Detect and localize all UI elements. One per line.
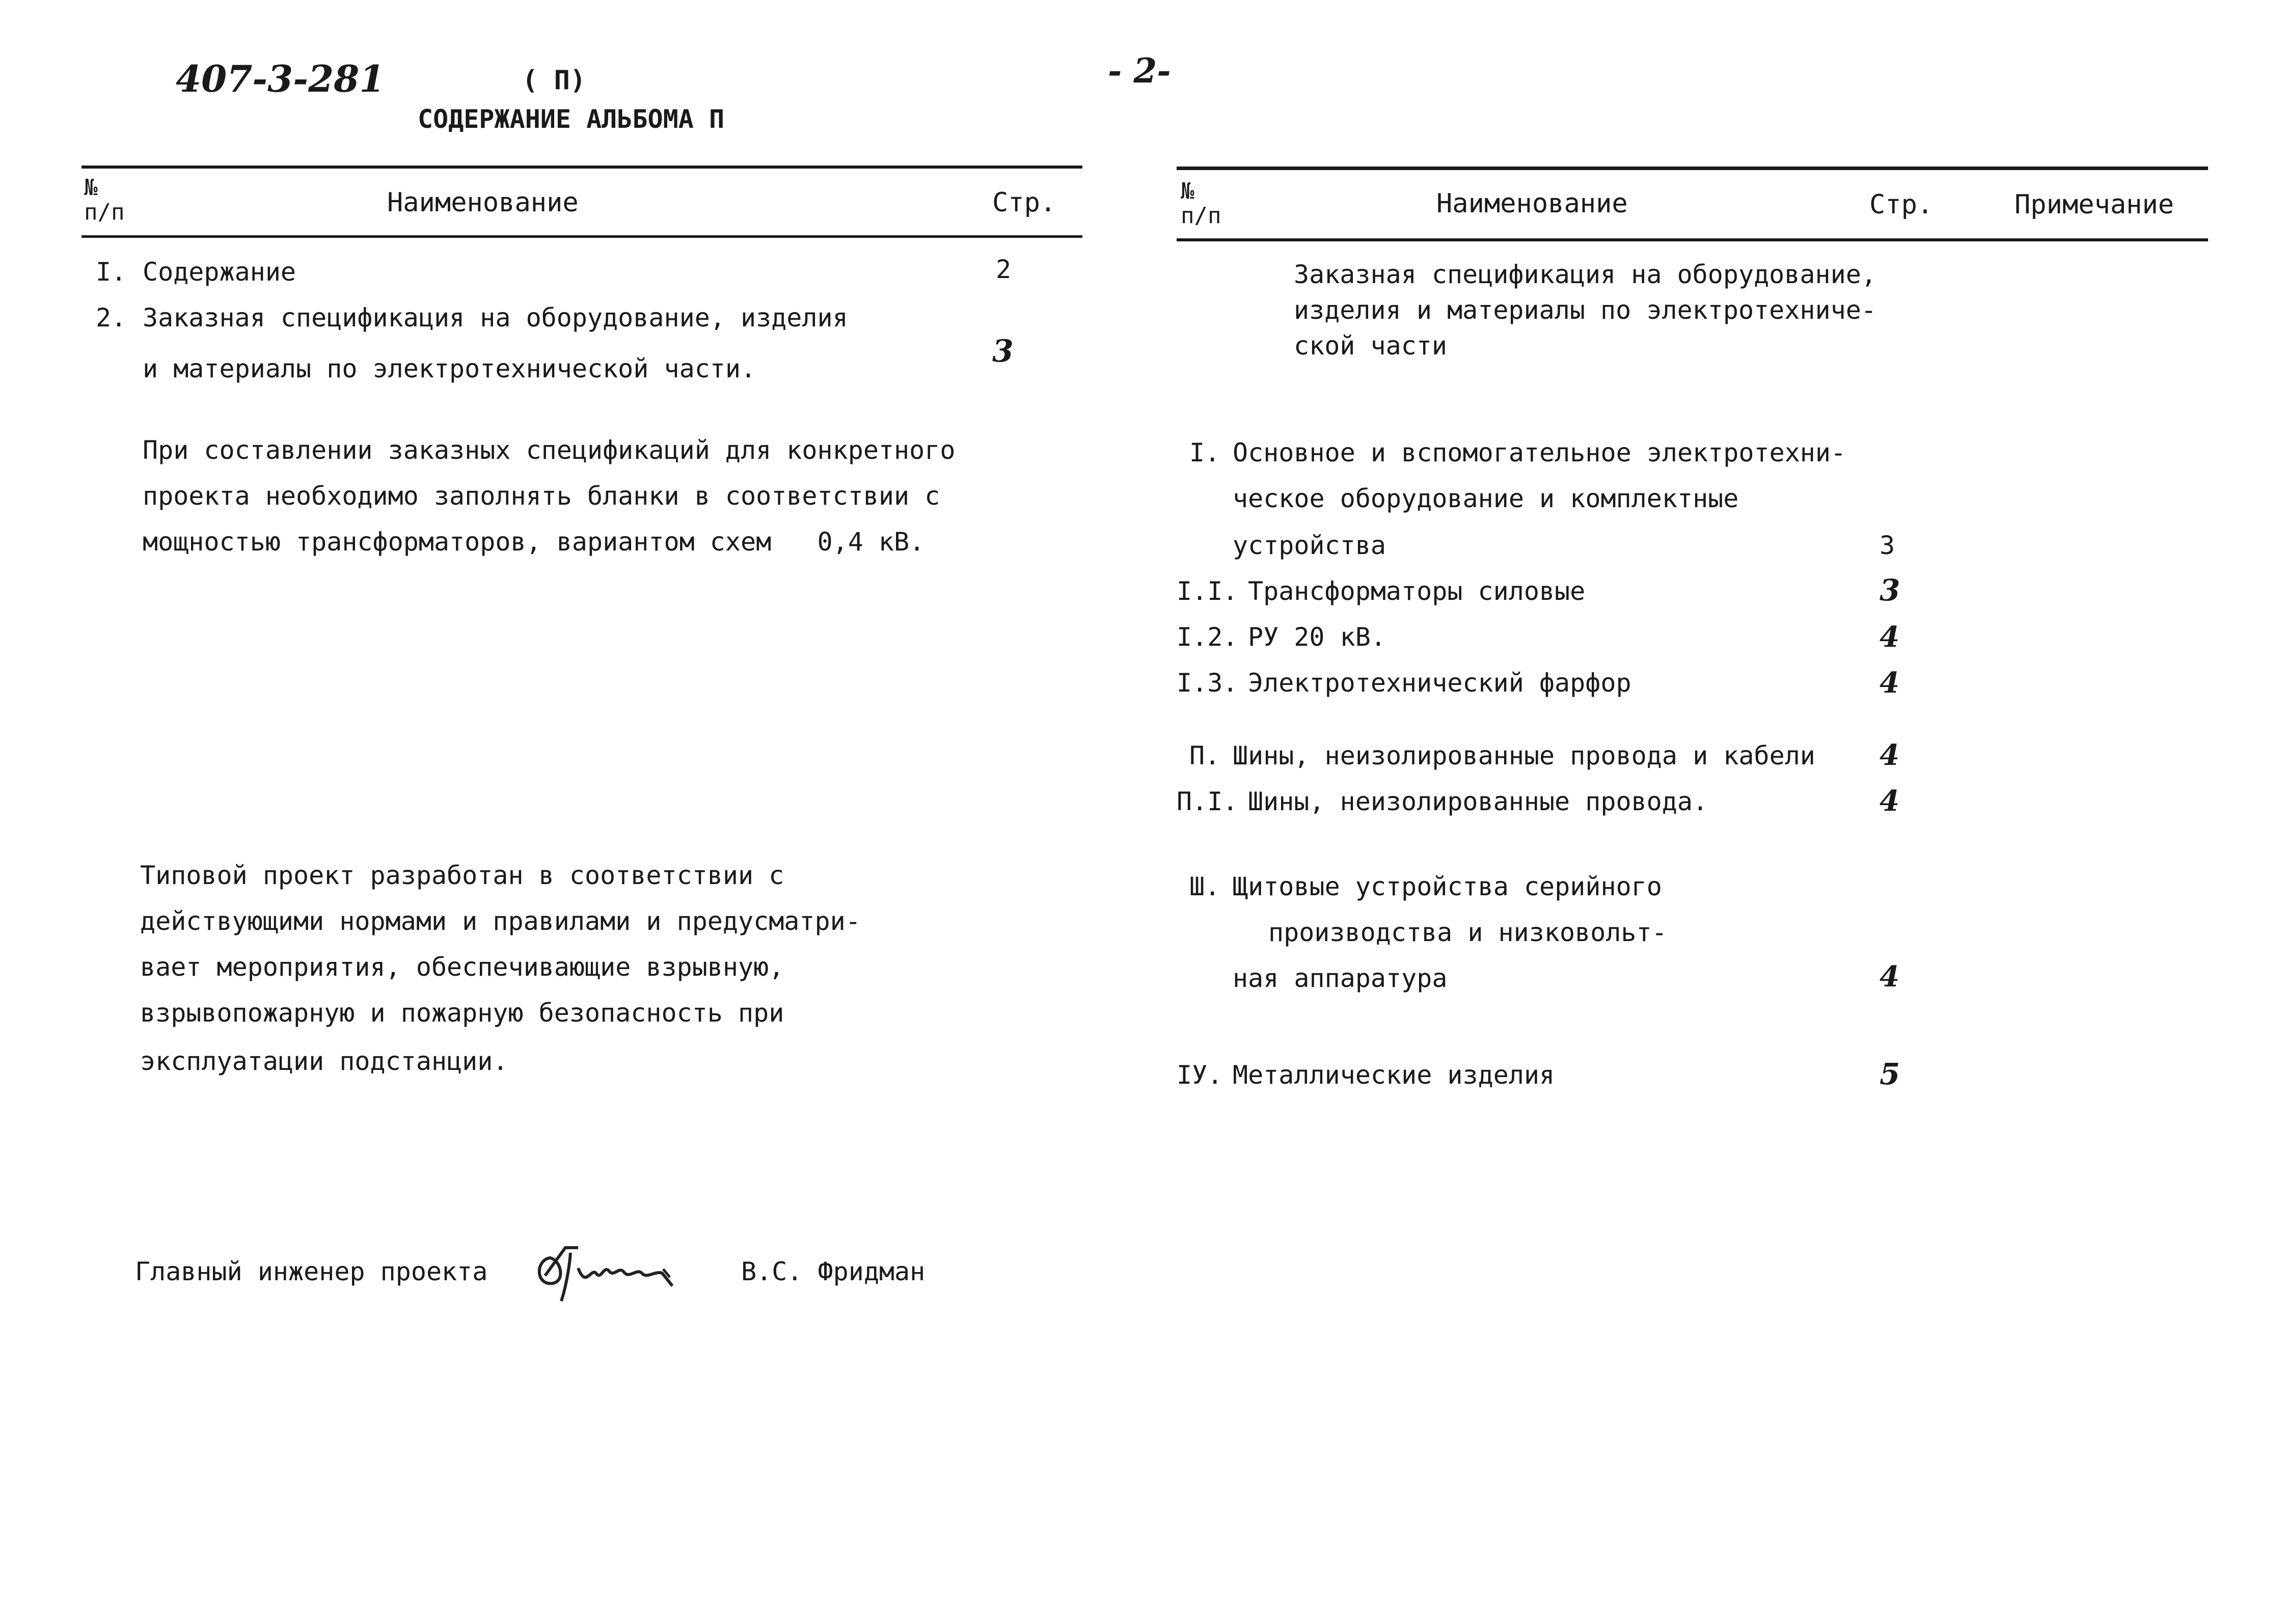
right-table-top-rule: [1177, 167, 2208, 170]
row-number: П.I.: [1177, 787, 1238, 816]
compliance-line: эксплуатации подстанции.: [140, 1047, 508, 1076]
compliance-line: вает мероприятия, обеспечивающие взрывную,: [140, 952, 784, 982]
row-page: 4: [1880, 620, 1899, 654]
compliance-line: Типовой проект разработан в соответствии с: [140, 861, 784, 890]
row-name: Содержание: [143, 257, 296, 287]
row-name-line-2: и материалы по электротехнической части.: [143, 354, 756, 383]
row-name-line-1: Заказная спецификация на оборудование, изделия: [143, 303, 848, 333]
page-number: - 2-: [1108, 51, 1171, 91]
row-number: I.2.: [1177, 622, 1238, 652]
album-title: СОДЕРЖАНИЕ АЛЬБОМА П: [418, 104, 725, 134]
row-name-line-1: Щитовые устройства серийного: [1233, 872, 1662, 901]
intro-line: ской части: [1294, 331, 1448, 361]
note-line: При составлении заказных спецификаций для конкретного: [143, 435, 956, 465]
row-page: 4: [1880, 666, 1899, 700]
compliance-line: взрывопожарную и пожарную безопасность при: [140, 998, 784, 1028]
left-table-top-rule: [81, 166, 1082, 169]
row-page: 4: [1880, 960, 1899, 994]
left-header-page: Стр.: [992, 187, 1056, 218]
right-header-note: Примечание: [2015, 189, 2174, 220]
row-page: 3: [992, 334, 1014, 369]
signature-name: В.С. Фридман: [741, 1257, 926, 1286]
intro-line: Заказная спецификация на оборудование,: [1294, 260, 1876, 289]
row-page: 4: [1880, 738, 1899, 772]
row-name-line-1: Основное и вспомогательное электротехни-: [1233, 438, 1846, 467]
row-number: I.I.: [1177, 576, 1238, 606]
left-header-name: Наименование: [387, 187, 579, 218]
row-page: 4: [1880, 784, 1899, 818]
row-number: IУ.: [1177, 1060, 1223, 1090]
left-header-num: № п/п: [84, 175, 125, 225]
note-line: проекта необходимо заполнять бланки в соответствии с: [143, 481, 940, 511]
row-name: Электротехнический фарфор: [1248, 668, 1631, 698]
row-number: I.: [96, 257, 127, 287]
row-number: I.: [1189, 438, 1220, 467]
row-name: РУ 20 кВ.: [1248, 622, 1386, 652]
compliance-line: действующими нормами и правилами и предусматри-: [140, 906, 861, 936]
row-name-line-2: ческое оборудование и комплектные: [1233, 484, 1739, 513]
row-name: Шины, неизолированные провода.: [1248, 787, 1708, 816]
row-page: 2: [996, 255, 1012, 284]
row-page: 3: [1880, 531, 1895, 560]
right-header-num: № п/п: [1181, 178, 1221, 229]
row-name-line-3: устройства: [1233, 531, 1386, 560]
row-name: Металлические изделия: [1233, 1060, 1555, 1090]
intro-line: изделия и материалы по электротехниче-: [1294, 295, 1876, 325]
signature-title: Главный инженер проекта: [135, 1257, 488, 1286]
row-number: 2.: [96, 303, 127, 333]
right-header-name: Наименование: [1436, 188, 1628, 219]
row-name: Шины, неизолированные провода и кабели: [1233, 741, 1815, 770]
row-number: Ш.: [1189, 872, 1220, 901]
row-page: 5: [1880, 1057, 1900, 1091]
left-table-header-rule: [81, 235, 1082, 238]
row-page: 3: [1880, 573, 1900, 608]
row-number: I.3.: [1177, 668, 1238, 698]
album-marker: ( П): [522, 65, 586, 96]
document-code: 407-3-281: [176, 57, 385, 100]
row-name-line-2: производства и низковольт-: [1268, 918, 1667, 947]
right-header-page: Стр.: [1869, 189, 1934, 220]
note-line: мощностью трансформаторов, вариантом схем 0,4 кВ.: [143, 527, 925, 557]
row-name-line-3: ная аппаратура: [1233, 964, 1448, 993]
right-table-header-rule: [1177, 238, 2208, 241]
handwritten-signature: [530, 1237, 683, 1304]
row-number: П.: [1189, 741, 1220, 770]
row-name: Трансформаторы силовые: [1248, 576, 1586, 606]
